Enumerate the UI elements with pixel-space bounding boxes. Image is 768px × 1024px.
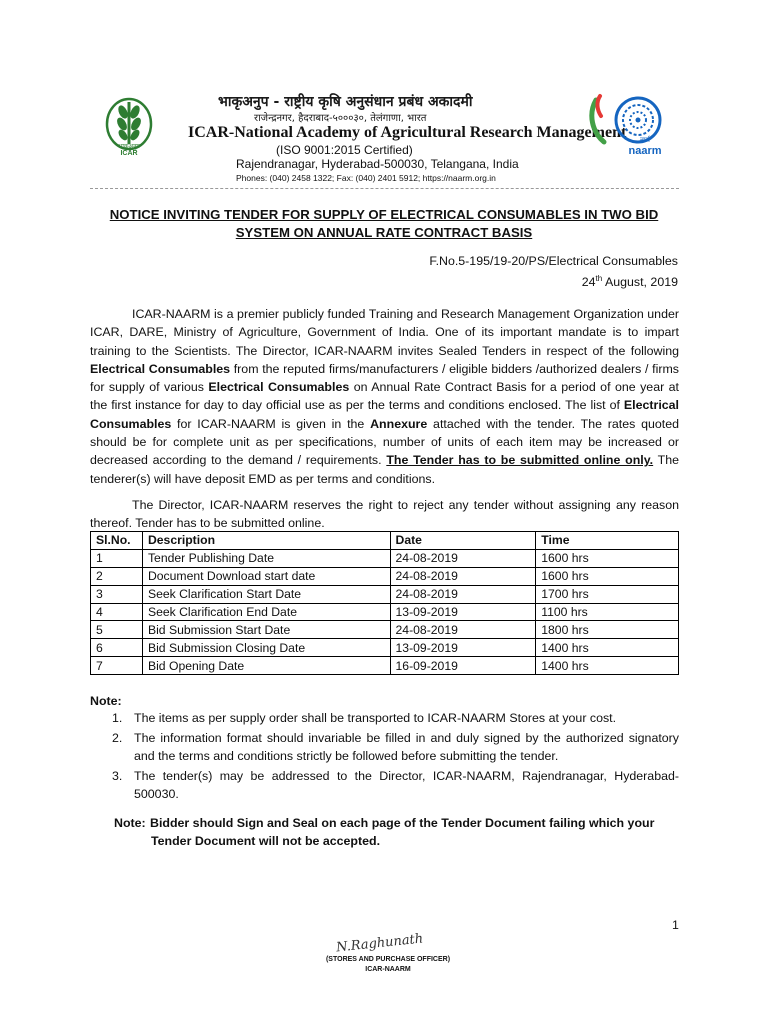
row-slno: 1	[91, 549, 143, 567]
final-note	[114, 814, 679, 851]
row-slno: 3	[91, 585, 143, 603]
date-suffix: th	[595, 274, 603, 283]
header-description: Description	[142, 532, 390, 550]
header-date: Date	[390, 532, 536, 550]
notice-title-line1: NOTICE INVITING TENDER FOR SUPPLY OF ELECTRICAL CONSUMABLES IN TWO BID	[109, 207, 659, 222]
iso-certification: (ISO 9001:2015 Certified)	[276, 143, 413, 157]
icar-logo	[96, 92, 162, 164]
row-date: 24-08-2019	[390, 549, 536, 567]
para1-text-6: The tenderer(s) will have deposit EMD as per terms and conditions.	[90, 453, 680, 486]
row-date: 13-09-2019	[390, 603, 536, 621]
hindi-address: राजेन्द्रनगर, हैदराबाद-५०००३०, तेलंगाणा, भारत	[254, 113, 427, 124]
signature-scrawl: N.Raghunath	[335, 931, 424, 956]
notes-list	[112, 709, 679, 809]
icar-logo-text: ICAR	[120, 150, 138, 157]
page-number: 1	[672, 918, 679, 932]
header-time: Time	[536, 532, 679, 550]
intro-paragraph	[90, 305, 679, 488]
signature-block	[318, 931, 458, 996]
schedule-table	[90, 531, 679, 675]
row-description: Seek Clarification Start Date	[142, 585, 390, 603]
naarm-logo-hindi: नार्म	[640, 136, 650, 144]
row-description: Bid Submission Closing Date	[142, 639, 390, 657]
row-time: 1100 hrs	[536, 603, 679, 621]
para1-bold-2: Electrical Consumables	[208, 380, 350, 395]
final-note-prefix: Note:	[114, 816, 146, 830]
naarm-logo	[586, 92, 674, 164]
rights-paragraph: The Director, ICAR-NAARM reserves the right to reject any tender without assigning any reason thereof. Tender has to be submitted online.	[90, 498, 679, 531]
notice-date	[582, 270, 678, 291]
row-slno: 5	[91, 621, 143, 639]
row-time: 1400 hrs	[536, 657, 679, 675]
naarm-logo-text: naarm	[628, 145, 662, 157]
para1-text-5: attached with the tender. The rates quoted should be for complete unit as per specifications, number of units of each item may be increased or decreased according to the demand / requirements.	[90, 416, 679, 468]
row-time: 1600 hrs	[536, 549, 679, 567]
table-row	[91, 621, 679, 639]
note-text: The items as per supply order shall be transported to ICAR-NAARM Stores at your cost.	[134, 711, 617, 725]
row-description: Seek Clarification End Date	[142, 603, 390, 621]
date-day: 24	[581, 275, 596, 290]
row-time: 1700 hrs	[536, 585, 679, 603]
row-date: 24-08-2019	[390, 621, 536, 639]
note-text: The tender(s) may be addressed to the Director, ICAR-NAARM, Rajendranagar, Hyderabad-500030.	[134, 769, 679, 802]
row-time: 1400 hrs	[536, 639, 679, 657]
para1-bold-1: Electrical Consumables	[90, 361, 231, 376]
row-date: 24-08-2019	[390, 567, 536, 585]
note-text: The information format should invariable be filled in and duly signed by the authorized signatory and the terms and conditions strictly be followed before submitting the tender.	[134, 731, 679, 764]
row-time: 1800 hrs	[536, 621, 679, 639]
table-row	[91, 549, 679, 567]
online-only-notice: The Tender has to be submitted online only.	[386, 453, 654, 468]
file-number: F.No.5-195/19-20/PS/Electrical Consumables	[429, 254, 678, 268]
row-description: Tender Publishing Date	[142, 549, 390, 567]
table-row	[91, 639, 679, 657]
contact-line: Phones: (040) 2458 1322; Fax: (040) 2401 5912; https://naarm.org.in	[236, 173, 496, 183]
row-date: 24-08-2019	[390, 585, 536, 603]
para1-text-3: on Annual Rate Contract Basis for a period of one year at the first instance for day to day official use as per the terms and conditions enclosed. The list of	[90, 380, 680, 413]
row-slno: 7	[91, 657, 143, 675]
hindi-title: भाकृअनुप - राष्ट्रीय कृषि अनुसंधान प्रबंध अकादमी	[218, 94, 473, 110]
para1-bold-3: Electrical Consumables	[90, 398, 679, 431]
row-date: 13-09-2019	[390, 639, 536, 657]
row-slno: 2	[91, 567, 143, 585]
notes-heading: Note:	[90, 694, 122, 708]
row-time: 1600 hrs	[536, 567, 679, 585]
date-rest: August, 2019	[602, 275, 678, 290]
note-number: 3.	[112, 769, 123, 783]
signatory-designation: (STORES AND PURCHASE OFFICER)	[325, 956, 451, 963]
letterhead-divider	[90, 188, 679, 189]
address-line: Rajendranagar, Hyderabad-500030, Telangana, India	[236, 157, 519, 171]
note-number: 2.	[112, 731, 123, 745]
row-description: Bid Submission Start Date	[142, 621, 390, 639]
para1-bold-4: Annexure	[370, 416, 428, 431]
row-date: 16-09-2019	[390, 657, 536, 675]
header-slno: Sl.No.	[91, 532, 143, 550]
para1-text-4: for ICAR-NAARM is given in the	[171, 416, 371, 431]
row-description: Document Download start date	[142, 567, 390, 585]
signatory-org: ICAR-NAARM	[365, 966, 411, 973]
english-title: ICAR-National Academy of Agricultural Research Management	[188, 124, 627, 141]
table-row	[91, 567, 679, 585]
table-row	[91, 585, 679, 603]
notice-title-line2: SYSTEM ON ANNUAL RATE CONTRACT BASIS	[235, 225, 533, 240]
para1-text-1: ICAR-NAARM is a premier publicly funded Training and Research Management Organization under ICAR, DARE, Ministry of Agriculture, Government of India. One of its important mandate is to impart training to the Scientists. The Director, ICAR-NAARM invites Sealed Tenders in respect of the following	[90, 307, 679, 358]
table-row	[91, 657, 679, 675]
icar-logo-hindi: भाकृअनुप	[118, 143, 140, 150]
row-slno: 6	[91, 639, 143, 657]
para1-text-2: from the reputed firms/manufacturers / eligible bidders /authorized dealers / firms for supply of various	[90, 361, 679, 395]
table-row	[91, 603, 679, 621]
note-number: 1.	[112, 711, 123, 725]
final-note-text: Bidder should Sign and Seal on each page of the Tender Document failing which your Tender Document will not be accepted.	[150, 816, 655, 849]
row-slno: 4	[91, 603, 143, 621]
schedule-header-row	[91, 532, 679, 550]
row-description: Bid Opening Date	[142, 657, 390, 675]
